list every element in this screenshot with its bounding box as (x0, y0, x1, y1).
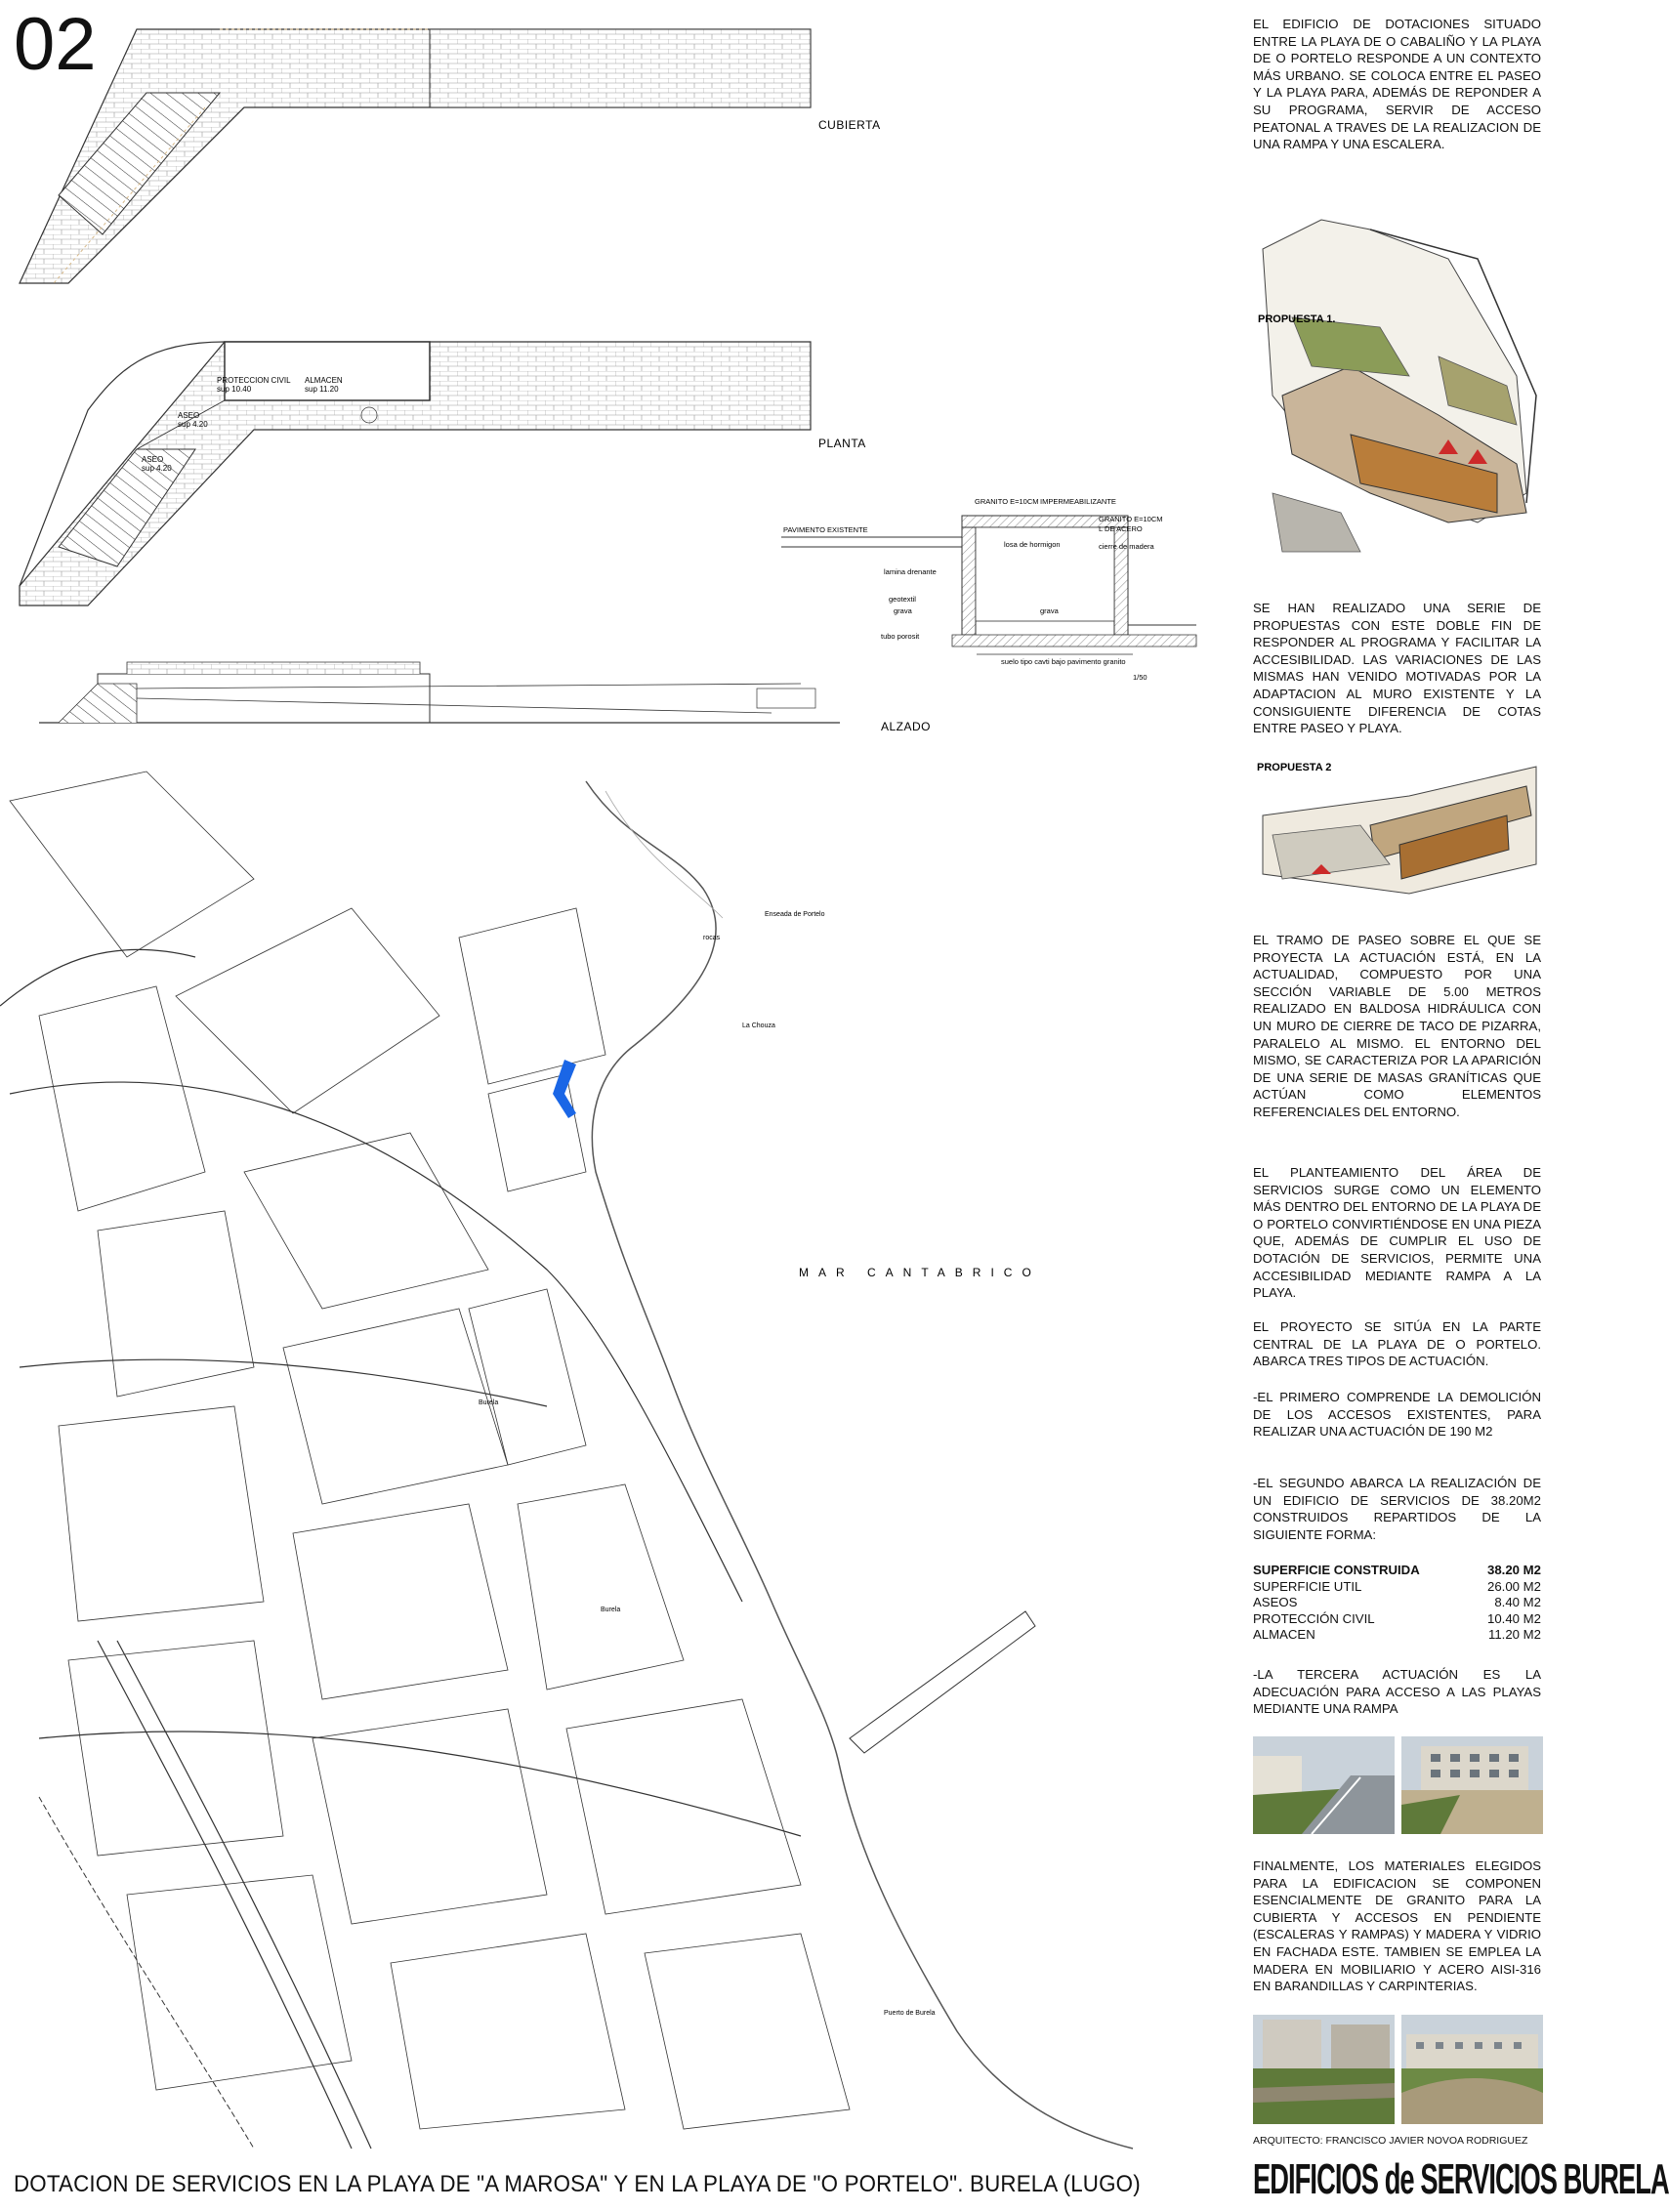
map-ensenada-label: Enseada de Portelo (765, 911, 825, 918)
area-row (1253, 1611, 1541, 1628)
sec-tubo: tubo porosit (881, 632, 920, 641)
planta-plan (20, 342, 811, 605)
alzado-elevation (39, 662, 840, 723)
room-aseo-1-sup: sup 4.20 (178, 420, 208, 429)
sec-impermeabilizante: IMPERMEABILIZANTE (1040, 497, 1116, 506)
sketch-propuesta-1-label: PROPUESTA 1. (1258, 313, 1336, 325)
sheet-number: 02 (14, 3, 97, 86)
project-location-marker (553, 1060, 576, 1118)
cubierta-plan (20, 29, 811, 283)
area-value: 11.20 M2 (1487, 1627, 1541, 1642)
sec-grava-2: grava (1040, 606, 1059, 615)
map-burela-label-2: Burela (601, 1607, 621, 1613)
map-roads (0, 949, 801, 2149)
area-label: PROTECCIÓN CIVIL (1253, 1610, 1375, 1626)
sec-grava-1: grava (894, 606, 912, 615)
sec-geotextil: geotextil (889, 595, 916, 604)
sec-scale: 1/50 (1133, 673, 1147, 682)
area-label: SUPERFICIE CONSTRUIDA (1253, 1563, 1420, 1577)
sec-cierre: cierre de madera (1099, 542, 1154, 551)
map-la-chouza-label: La Chouza (742, 1023, 775, 1029)
map-blocks (10, 772, 850, 2129)
sketch-propuesta-1 (1253, 200, 1543, 562)
area-value: 38.20 M2 (1487, 1563, 1541, 1577)
map-rocas-label: rocas (703, 935, 721, 941)
areas-table (1253, 1563, 1541, 1644)
paragraph-primero: -EL PRIMERO COMPRENDE LA DEMOLICIÓN DE LOS ACCESOS EXISTENTES, PARA REALIZAR UNA ACTUACIÓN DE 190 M2 (1253, 1390, 1541, 1440)
area-row (1253, 1563, 1541, 1579)
area-value: 10.40 M2 (1487, 1610, 1541, 1626)
label-alzado: ALZADO (881, 720, 932, 733)
area-row (1253, 1595, 1541, 1611)
photo-site-3 (1253, 2015, 1395, 2124)
label-cubierta: CUBIERTA (818, 118, 881, 132)
sec-losa: losa de hormigon (1004, 540, 1061, 549)
photo-site-2 (1401, 1736, 1543, 1834)
paragraph-planteamiento: EL PLANTEAMIENTO DEL ÁREA DE SERVICIOS SURGE COMO UN ELEMENTO MÁS DENTRO DEL ENTORNO DE LA PLAYA DE O PORTELO CONVIRTIÉNDOSE EN UNA PIEZA QUE, ADEMÁS DE CUMPLIR EL USO DE DOTACIÓN DE SERVICIOS, PERMITE UNA ACCESIBILIDAD MEDIANTE RAMPA A LA PLAYA. (1253, 1165, 1541, 1301)
paragraph-proyecto: EL PROYECTO SE SITÚA EN LA PARTE CENTRAL DE LA PLAYA DE O PORTELO. ABARCA TRES TIPOS DE ACTUACIÓN. (1253, 1319, 1541, 1369)
map-puerto-label: Puerto de Burela (884, 2010, 936, 2017)
paragraph-propuestas: SE HAN REALIZADO UNA SERIE DE PROPUESTAS CON ESTE DOBLE FIN DE RESPONDER AL PROGRAMA Y FACILITAR LA ACCESIBILIDAD. LAS VARIACIONES DE LAS MISMAS HAN VENIDO MOTIVADAS POR LA ADAPTACION AL MURO EXISTENTE Y LA CONSIGUIENTE DIFERENCIA DE COTAS ENTRE PASEO Y PLAYA. (1253, 601, 1541, 736)
project-title: DOTACION DE SERVICIOS EN LA PLAYA DE "A MAROSA" Y EN LA PLAYA DE "O PORTELO". BURELA (LUGO) (14, 2171, 1141, 2197)
paragraph-intro: EL EDIFICIO DE DOTACIONES SITUADO ENTRE LA PLAYA DE O CABALIÑO Y LA PLAYA DE O PORTELO RESPONDE A UN CONTEXTO MÁS URBANO. SE COLOCA ENTRE EL PASEO Y LA PLAYA PARA, ADEMÁS DE REPONDER A SU PROGRAMA, SERVIR DE ACCESO PEATONAL A TRAVES DE LA REALIZACION DE UNA RAMPA Y UNA ESCALERA. (1253, 17, 1541, 152)
room-aseo-2-sup: sup 4.20 (142, 464, 172, 473)
map-sea-label: MAR CANTABRICO (799, 1266, 1041, 1279)
sec-lamina: lamina drenante (884, 567, 937, 576)
room-proteccion-civil: PROTECCION CIVIL (217, 376, 291, 385)
photo-site-4 (1401, 2015, 1543, 2124)
paragraph-tramo: EL TRAMO DE PASEO SOBRE EL QUE SE PROYECTA LA ACTUACIÓN ESTÁ, EN LA ACTUALIDAD, COMPUESTO POR UNA SECCIÓN VARIABLE DE 5.00 METROS REALIZADO EN BALDOSA HIDRÁULICA CON UN MURO DE CIERRE DE TACO DE PIZARRA, PARALELO AL MISMO. EL ENTORNO DEL MISMO, SE CARACTERIZA POR LA APARICIÓN DE UNA SERIE DE MASAS GRANÍTICAS QUE ACTÚAN COMO ELEMENTOS REFERENCIALES DEL ENTORNO. (1253, 933, 1541, 1119)
sketch-propuesta-2 (1253, 757, 1543, 913)
sec-suelo: suelo tipo cavti bajo pavimento granito (1001, 657, 1126, 666)
room-almacen-sup: sup 11.20 (305, 385, 339, 394)
area-label: SUPERFICIE UTIL (1253, 1578, 1362, 1594)
map-burela-label-1: Burela (479, 1399, 499, 1406)
architectural-drawings (0, 0, 1221, 742)
label-planta: PLANTA (818, 437, 866, 450)
room-aseo-2: ASEO (142, 455, 164, 464)
area-row (1253, 1579, 1541, 1596)
area-label: ASEOS (1253, 1595, 1298, 1609)
paragraph-segundo: -EL SEGUNDO ABARCA LA REALIZACIÓN DE UN EDIFICIO DE SERVICIOS DE 38.20M2 CONSTRUIDOS REPARTIDOS DE LA SIGUIENTE FORMA: (1253, 1476, 1541, 1542)
photo-site-1 (1253, 1736, 1395, 1834)
room-almacen: ALMACEN (305, 376, 343, 385)
room-aseo-1: ASEO (178, 411, 200, 420)
area-row (1253, 1627, 1541, 1644)
sec-granito-right: GRANITO E=10CM (1099, 515, 1163, 523)
section-detail (781, 497, 1196, 682)
sec-granito-top: GRANITO E=10CM (975, 497, 1039, 506)
area-value: 26.00 M2 (1487, 1578, 1541, 1594)
architect-credit: ARQUITECTO: FRANCISCO JAVIER NOVOA RODRIGUEZ (1253, 2135, 1528, 2147)
area-value: 8.40 M2 (1494, 1595, 1541, 1609)
paragraph-materiales: FINALMENTE, LOS MATERIALES ELEGIDOS PARA LA EDIFICACION SE COMPONEN ESENCIALMENTE DE GRANITO PARA LA CUBIERTA Y ACCESOS EN PENDIENTE (ESCALERAS Y RAMPAS) Y MADERA Y VIDRIO EN FACHADA ESTE. TAMBIEN SE EMPLEA LA MADERA EN MOBILIARIO Y ACERO AISI-316 EN BARANDILLAS Y CARPINTERIAS. (1253, 1858, 1541, 1994)
sec-pavimento: PAVIMENTO EXISTENTE (783, 525, 868, 534)
sketch-propuesta-2-label: PROPUESTA 2 (1257, 762, 1332, 773)
paragraph-tercera: -LA TERCERA ACTUACIÓN ES LA ADECUACIÓN PARA ACCESO A LAS PLAYAS MEDIANTE UNA RAMPA (1253, 1667, 1541, 1717)
sec-l-acero: L DE ACERO (1099, 524, 1143, 533)
site-map (0, 762, 1250, 2149)
room-proteccion-civil-sup: sup 10.40 (217, 385, 252, 394)
area-label: ALMACEN (1253, 1627, 1315, 1642)
brand-title: EDIFICIOS de SERVICIOS BURELA (1253, 2155, 1669, 2203)
